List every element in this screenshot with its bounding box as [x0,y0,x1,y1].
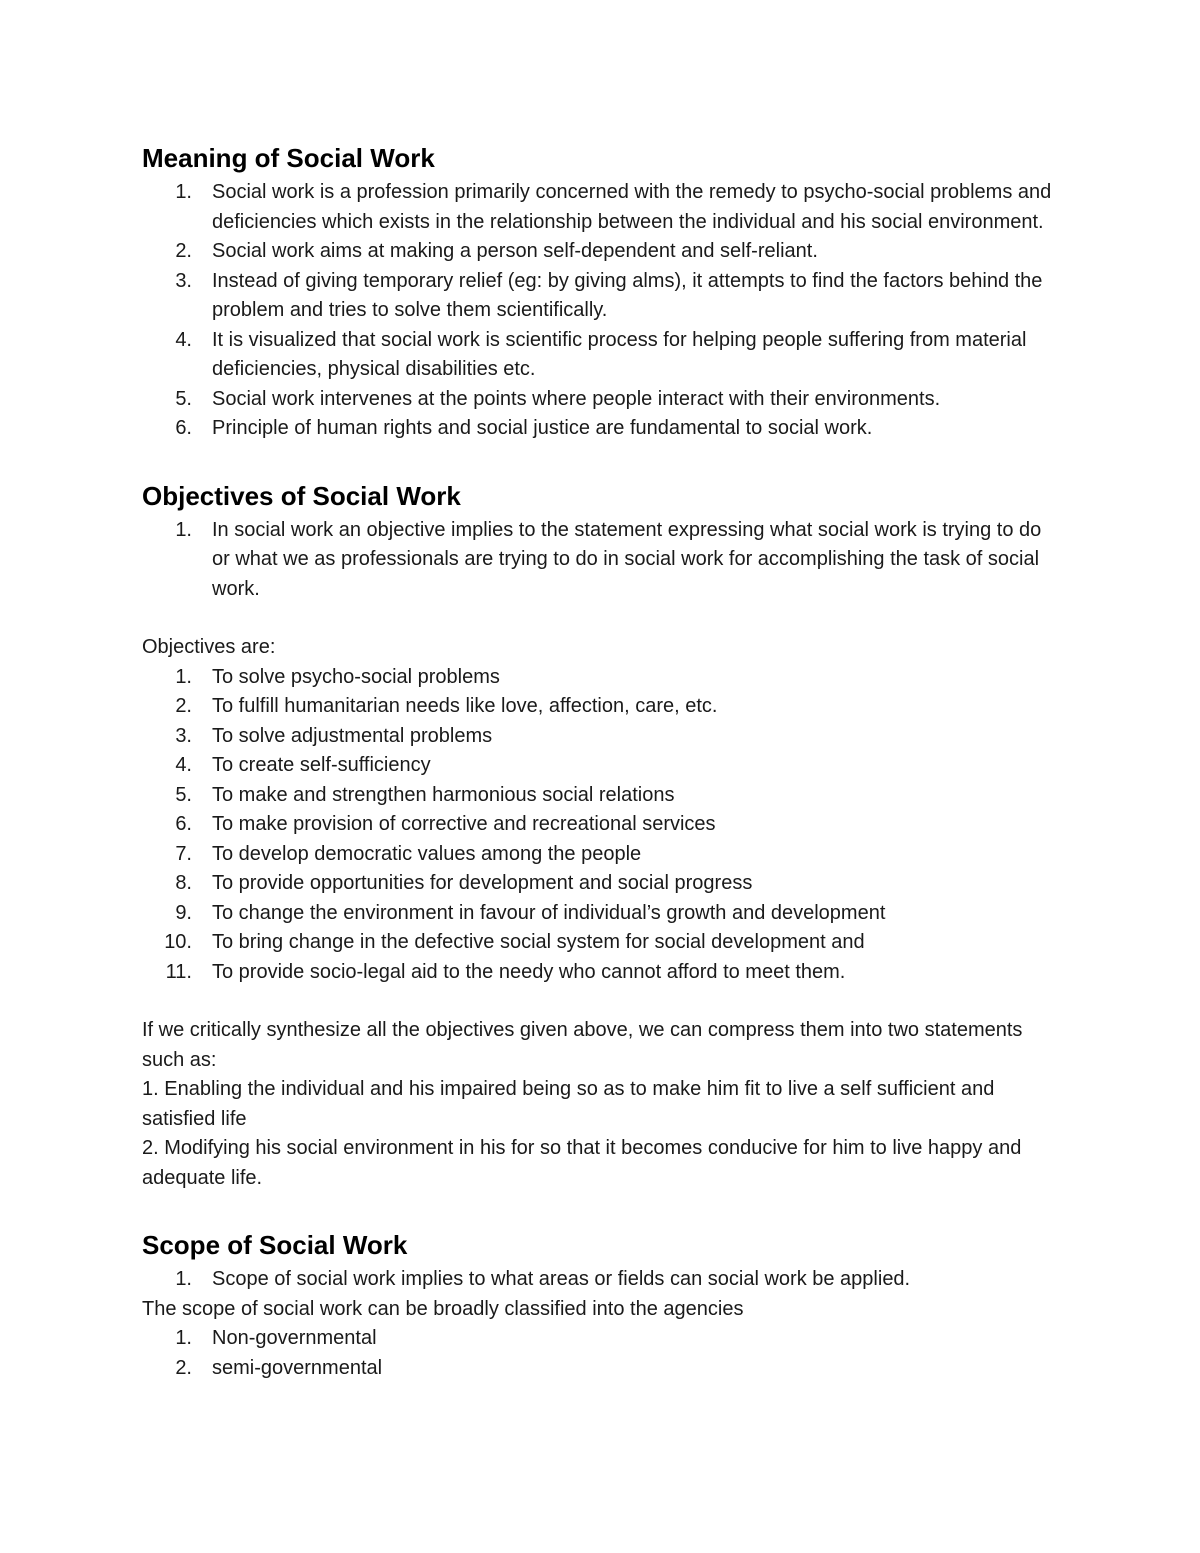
scope-classification: The scope of social work can be broadly classified into the agencies [142,1297,744,1320]
list-item: 4. It is visualized that social work is scientific process for helping people suffering from material deficiencies, physical disabilities etc. [175,328,1027,380]
objectives-statement-2: 2. Modifying his social environment in his for so that it becomes conducive for him to live happy and adequate life. [142,1137,1022,1189]
list-item: 2. Social work aims at making a person self-dependent and self-reliant. [175,240,818,262]
objectives-intro-list [142,516,1062,605]
document-page [142,138,1062,1383]
list-item: 1. In social work an objective implies to the statement expressing what social work is trying to do or what we as professionals are trying to do in social work for accomplishing the task of social work. [175,518,1042,600]
list-item: 3. Instead of giving temporary relief (eg: by giving alms), it attempts to find the factors behind the problem and tries to solve them scientifically. [175,269,1043,321]
scope-agencies-list [142,1324,1062,1383]
heading-meaning: Meaning of Social Work [142,143,435,173]
list-item: 6. Principle of human rights and social justice are fundamental to social work. [175,417,873,439]
list-item: 5. To make and strengthen harmonious social relations [175,783,675,806]
scope-intro-list [142,1265,1062,1295]
list-item: 2. semi-governmental [175,1356,383,1379]
list-item: 9. To change the environment in favour of individual’s growth and development [175,901,886,924]
list-item: 11. To provide socio-legal aid to the needy who cannot afford to meet them. [165,960,846,983]
list-item: 1. To solve psycho-social problems [175,665,500,688]
list-item: 4. To create self-sufficiency [175,754,431,776]
list-item: 1. Social work is a profession primarily concerned with the remedy to psycho-social problems and deficiencies which exists in the relationship between the individual and his social environment. [175,181,1052,233]
objectives-list [142,663,1062,988]
objectives-statement-1: 1. Enabling the individual and his impaired being so as to make him fit to live a self sufficient and satisfied life [142,1078,995,1130]
list-item: 2. To fulfill humanitarian needs like love, affection, care, etc. [175,695,718,717]
list-item: 6. To make provision of corrective and recreational services [175,813,716,835]
heading-objectives: Objectives of Social Work [142,480,461,511]
list-item: 7. To develop democratic values among the people [175,842,642,865]
list-item: 5. Social work intervenes at the points where people interact with their environments. [175,387,941,410]
list-item: 1. Scope of social work implies to what areas or fields can social work be applied. [175,1268,911,1290]
list-item: 8. To provide opportunities for development and social progress [175,872,753,894]
meaning-list [142,178,1062,444]
objectives-summary: If we critically synthesize all the objectives given above, we can compress them into two statements such as: [142,1019,1023,1071]
heading-scope: Scope of Social Work [142,1230,408,1260]
list-item: 3. To solve adjustmental problems [175,724,493,747]
objectives-label: Objectives are: [142,636,276,658]
list-item: 10. To bring change in the defective social system for social development and [164,931,865,953]
list-item: 1. Non-governmental [175,1327,377,1349]
